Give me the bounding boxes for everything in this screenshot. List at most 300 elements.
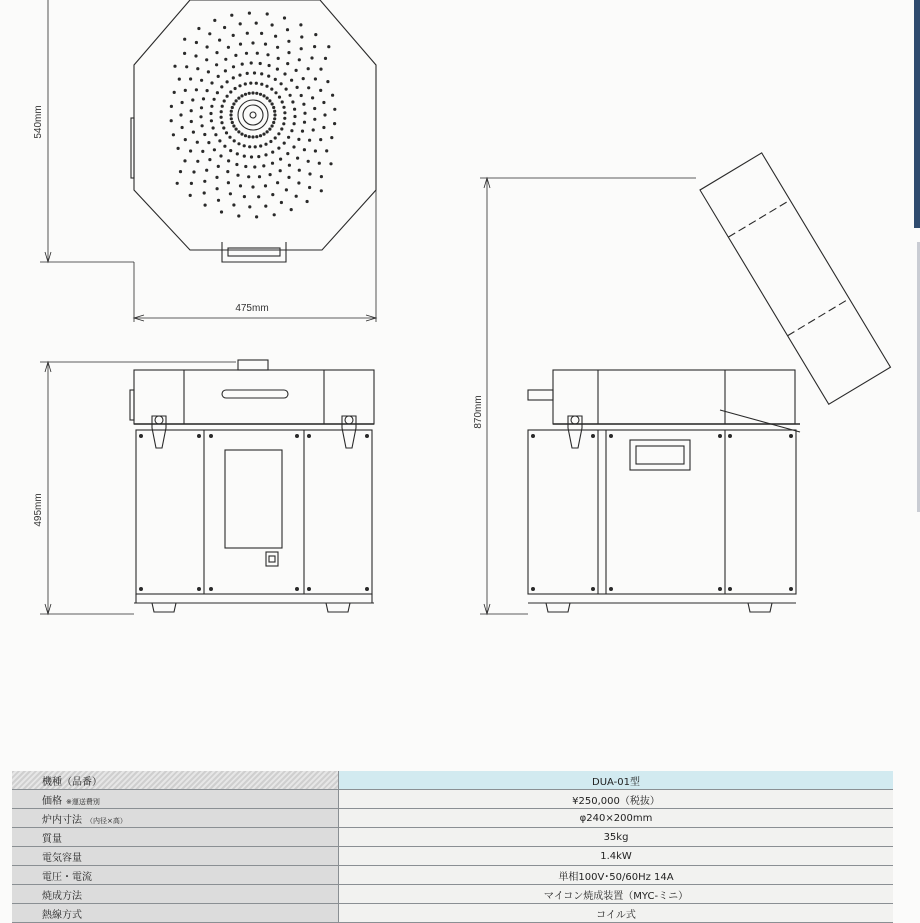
vent-hole [203, 180, 206, 183]
vent-hole [205, 169, 208, 172]
dimension-top-depth: 540mm [33, 105, 44, 139]
vent-hole [249, 82, 252, 85]
vent-hole [215, 51, 218, 54]
vent-hole [224, 58, 227, 61]
spec-label: 価格 [42, 795, 62, 807]
vent-hole [232, 34, 235, 37]
vent-hole [178, 78, 181, 81]
spec-row [12, 847, 893, 866]
vent-hole [271, 124, 274, 127]
vent-hole [272, 121, 275, 124]
vent-hole [264, 205, 267, 208]
vent-hole [259, 144, 262, 147]
vent-hole [220, 85, 223, 88]
vent-hole [246, 32, 249, 35]
vent-hole [192, 170, 195, 173]
top-view-drawing [131, 0, 376, 262]
vent-hole [240, 133, 243, 136]
spec-row [12, 790, 893, 809]
vent-hole [184, 89, 187, 92]
spec-label-cell [12, 885, 339, 904]
vent-hole [276, 181, 279, 184]
vent-hole [299, 23, 302, 26]
vent-hole [195, 88, 198, 91]
vent-hole [277, 147, 280, 150]
vent-hole [265, 85, 268, 88]
vent-hole [210, 105, 213, 108]
vent-hole [213, 98, 216, 101]
vent-hole [273, 213, 276, 216]
vent-hole [313, 107, 316, 110]
vent-hole [230, 117, 233, 120]
vent-hole [290, 129, 293, 132]
vent-hole [226, 80, 229, 83]
front-view-drawing [130, 360, 374, 612]
vent-hole [290, 79, 293, 82]
vent-hole [301, 130, 304, 133]
vent-hole [201, 150, 204, 153]
vent-hole [196, 67, 199, 70]
vent-hole [224, 69, 227, 72]
vent-hole [238, 74, 241, 77]
vent-hole [307, 160, 310, 163]
vent-hole [170, 105, 173, 108]
vent-hole [310, 56, 313, 59]
spec-label: 機種（品番） [42, 776, 102, 788]
vent-hole [287, 136, 290, 139]
vent-hole [244, 82, 247, 85]
vent-hole [331, 94, 334, 97]
vent-hole [257, 195, 260, 198]
vent-hole [259, 62, 262, 65]
vent-hole [221, 105, 224, 108]
vent-hole [231, 121, 234, 124]
vent-hole [296, 86, 299, 89]
vent-hole [223, 99, 226, 102]
spec-label-cell [12, 847, 339, 866]
vent-hole [293, 108, 296, 111]
vent-hole [237, 142, 240, 145]
vent-hole [280, 201, 283, 204]
vent-hole [303, 121, 306, 124]
vent-hole [181, 126, 184, 129]
vent-hole [300, 35, 303, 38]
vent-hole [184, 138, 187, 141]
vent-hole [333, 108, 336, 111]
vent-hole [210, 119, 213, 122]
vent-hole [314, 77, 317, 80]
vent-hole [230, 110, 233, 113]
vent-hole [302, 103, 305, 106]
vent-hole [285, 88, 288, 91]
vent-hole [239, 22, 242, 25]
vent-hole [226, 95, 229, 98]
vent-hole [313, 118, 316, 121]
spec-label-cell [12, 790, 339, 809]
vent-hole [220, 110, 223, 113]
spec-label-cell [12, 809, 339, 828]
vent-hole [243, 195, 246, 198]
vent-hole [232, 203, 235, 206]
vent-hole [266, 97, 269, 100]
vent-hole [216, 187, 219, 190]
vent-hole [251, 41, 254, 44]
vent-hole [243, 155, 246, 158]
side-view-drawing [528, 153, 890, 612]
vent-hole [172, 133, 175, 136]
vent-hole [268, 99, 271, 102]
vent-hole [262, 133, 265, 136]
vent-hole [244, 93, 247, 96]
vent-hole [213, 148, 216, 151]
spec-label: 電圧・電流 [42, 871, 92, 883]
vent-hole [274, 35, 277, 38]
vent-hole [220, 210, 223, 213]
vent-hole [268, 128, 271, 131]
vent-hole [254, 145, 257, 148]
spec-row [12, 828, 893, 847]
vent-hole [298, 58, 301, 61]
vent-hole [286, 62, 289, 65]
vent-hole [217, 199, 220, 202]
vent-hole [264, 43, 267, 46]
vent-hole [288, 164, 291, 167]
vent-hole [289, 94, 292, 97]
vent-hole [297, 181, 300, 184]
vent-hole [251, 135, 254, 138]
vent-hole [258, 175, 261, 178]
vent-hole [248, 135, 251, 138]
vent-hole [232, 124, 235, 127]
vent-hole [215, 63, 218, 66]
vent-hole [296, 157, 299, 160]
vent-hole [196, 160, 199, 163]
vent-hole [308, 186, 311, 189]
vent-hole [302, 77, 305, 80]
vent-hole [271, 193, 274, 196]
vent-hole [201, 124, 204, 127]
vent-hole [240, 94, 243, 97]
vent-hole [303, 148, 306, 151]
vent-hole [246, 72, 249, 75]
vent-hole [232, 76, 235, 79]
vent-hole [217, 75, 220, 78]
vent-hole [190, 120, 193, 123]
vent-hole [266, 53, 269, 56]
vent-hole [311, 96, 314, 99]
vent-hole [200, 79, 203, 82]
vent-hole [244, 165, 247, 168]
vent-hole [269, 173, 272, 176]
spec-label: 焼成方法 [42, 890, 82, 902]
vent-hole [209, 112, 212, 115]
vent-hole [206, 45, 209, 48]
vent-hole [190, 182, 193, 185]
vent-hole [250, 61, 253, 64]
vent-hole [333, 122, 336, 125]
vent-hole [314, 33, 317, 36]
vent-hole [177, 147, 180, 150]
vent-hole [283, 117, 286, 120]
vent-hole [235, 128, 238, 131]
vent-hole [308, 172, 311, 175]
vent-hole [218, 139, 221, 142]
vent-hole [270, 88, 273, 91]
vent-hole [279, 158, 282, 161]
vent-hole [236, 152, 239, 155]
spec-label-note: （内径×高） [86, 816, 127, 825]
spec-row [12, 885, 893, 904]
vent-hole [226, 170, 229, 173]
vent-hole [215, 176, 218, 179]
vent-hole [236, 174, 239, 177]
vent-hole [217, 165, 220, 168]
vent-hole [227, 181, 230, 184]
vent-hole [203, 191, 206, 194]
spec-row [12, 771, 893, 790]
vent-hole [223, 145, 226, 148]
vent-hole [272, 106, 275, 109]
vent-hole [274, 78, 277, 81]
vent-hole [320, 189, 323, 192]
vent-hole [243, 144, 246, 147]
vent-hole [234, 87, 237, 90]
vent-hole [257, 155, 260, 158]
vent-hole [225, 131, 228, 134]
vent-hole [266, 12, 269, 15]
vent-hole [241, 63, 244, 66]
vent-hole [256, 52, 259, 55]
vent-hole [264, 143, 267, 146]
vent-hole [173, 65, 176, 68]
vent-hole [196, 141, 199, 144]
vent-hole [278, 96, 281, 99]
vent-hole [192, 131, 195, 134]
vent-hole [203, 133, 206, 136]
vent-hole [190, 109, 193, 112]
vent-hole [235, 99, 238, 102]
spec-value: コイル式 [339, 904, 894, 923]
vent-hole [229, 90, 232, 93]
vent-hole [286, 28, 289, 31]
vent-hole [273, 113, 276, 116]
spec-value: 35kg [339, 828, 894, 847]
vent-hole [229, 149, 232, 152]
vent-hole [273, 110, 276, 113]
vent-hole [176, 182, 179, 185]
vent-hole [255, 22, 258, 25]
vent-hole [237, 130, 240, 133]
vent-hole [260, 32, 263, 35]
vent-hole [239, 184, 242, 187]
vent-hole [287, 40, 290, 43]
vent-hole [227, 46, 230, 49]
vent-hole [199, 115, 202, 118]
vent-hole [214, 133, 217, 136]
vent-hole [232, 65, 235, 68]
vent-hole [197, 27, 200, 30]
vent-hole [267, 75, 270, 78]
spec-value: ¥250,000（税抜） [339, 790, 894, 809]
vent-hole [220, 121, 223, 124]
vent-hole [264, 153, 267, 156]
vent-hole [274, 91, 277, 94]
vent-hole [248, 12, 251, 15]
vent-hole [251, 91, 254, 94]
vent-hole [231, 106, 234, 109]
vent-hole [292, 145, 295, 148]
vent-hole [271, 151, 274, 154]
vent-hole [300, 47, 303, 50]
spec-label: 電気容量 [42, 852, 82, 864]
vent-hole [212, 126, 215, 129]
spec-label: 炉内寸法 [42, 814, 82, 826]
vent-hole [213, 19, 216, 22]
vent-hole [330, 136, 333, 139]
spec-value: 1.4kW [339, 847, 894, 866]
vent-hole [218, 39, 221, 42]
vent-hole [232, 102, 235, 105]
vent-hole [255, 135, 258, 138]
vent-hole [228, 136, 231, 139]
vent-hole [319, 89, 322, 92]
vent-hole [323, 113, 326, 116]
vent-hole [189, 77, 192, 80]
vent-hole [189, 194, 192, 197]
vent-hole [239, 43, 242, 46]
vent-hole [207, 70, 210, 73]
vent-hole [262, 94, 265, 97]
vent-hole [208, 32, 211, 35]
vent-hole [207, 141, 210, 144]
vent-hole [206, 89, 209, 92]
vent-hole [229, 192, 232, 195]
vent-hole [205, 58, 208, 61]
vent-hole [287, 176, 290, 179]
vent-hole [320, 175, 323, 178]
spec-value: 単相100V･50/60Hz 14A [339, 866, 894, 885]
vent-hole [179, 170, 182, 173]
vent-hole [298, 169, 301, 172]
dimension-front-height: 495mm [33, 493, 44, 527]
vent-hole [297, 138, 300, 141]
vent-hole [285, 188, 288, 191]
vent-hole [280, 127, 283, 130]
spec-label-cell [12, 771, 339, 790]
vent-hole [283, 72, 286, 75]
spec-label-note: ※運送費別 [66, 797, 100, 806]
vent-hole [293, 115, 296, 118]
spec-label-cell [12, 866, 339, 885]
vent-hole [312, 128, 315, 131]
vent-hole [325, 149, 328, 152]
vent-hole [283, 142, 286, 145]
vent-hole [191, 98, 194, 101]
vent-hole [237, 214, 240, 217]
vent-hole [195, 41, 198, 44]
vent-hole [208, 158, 211, 161]
vent-hole [253, 165, 256, 168]
vent-hole [277, 57, 280, 60]
vent-hole [279, 169, 282, 172]
vent-hole [266, 130, 269, 133]
vent-hole [235, 163, 238, 166]
vent-hole [183, 38, 186, 41]
vent-hole [251, 185, 254, 188]
vent-hole [183, 159, 186, 162]
vent-hole [244, 134, 247, 137]
vent-hole [313, 45, 316, 48]
vent-hole [322, 101, 325, 104]
spec-row [12, 866, 893, 885]
spec-value: マイコン焼成装置（MYC-ミニ） [339, 885, 894, 904]
vent-hole [245, 52, 248, 55]
vent-hole [300, 94, 303, 97]
vent-hole [259, 134, 262, 137]
vent-hole [322, 126, 325, 129]
page-edge-tab [914, 0, 920, 228]
vent-hole [274, 136, 277, 139]
vent-hole [307, 86, 310, 89]
vent-hole [223, 26, 226, 29]
vent-hole [281, 100, 284, 103]
vent-hole [260, 83, 263, 86]
vent-hole [318, 162, 321, 165]
vent-hole [204, 204, 207, 207]
vent-hole [200, 106, 203, 109]
vent-hole [185, 65, 188, 68]
vent-hole [253, 71, 256, 74]
vent-hole [255, 215, 258, 218]
vent-hole [273, 117, 276, 120]
vent-hole [222, 126, 225, 129]
vent-hole [303, 112, 306, 115]
spec-row [12, 809, 893, 828]
vent-hole [319, 138, 322, 141]
dimension-side-height: 870mm [473, 395, 484, 429]
vent-hole [219, 154, 222, 157]
vent-hole [230, 14, 233, 17]
vent-hole [306, 200, 309, 203]
vent-hole [181, 101, 184, 104]
dimension-top-width: 475mm [235, 303, 269, 314]
vent-hole [210, 81, 213, 84]
vent-hole [327, 45, 330, 48]
vent-hole [227, 159, 230, 162]
vent-hole [295, 195, 298, 198]
vent-hole [248, 145, 251, 148]
vent-hole [329, 162, 332, 165]
vent-hole [290, 208, 293, 211]
vent-hole [248, 92, 251, 95]
vent-hole [238, 84, 241, 87]
vent-hole [229, 113, 232, 116]
vent-hole [291, 100, 294, 103]
vent-hole [295, 69, 298, 72]
vent-hole [282, 106, 285, 109]
spec-label: 質量 [42, 833, 62, 845]
spec-label: 熱線方式 [42, 909, 82, 921]
vent-hole [276, 46, 279, 49]
vent-hole [259, 93, 262, 96]
vent-hole [179, 113, 182, 116]
vent-hole [287, 51, 290, 54]
vent-hole [216, 91, 219, 94]
vent-hole [324, 57, 327, 60]
vent-hole [282, 122, 285, 125]
vent-hole [247, 175, 250, 178]
vent-hole [276, 68, 279, 71]
